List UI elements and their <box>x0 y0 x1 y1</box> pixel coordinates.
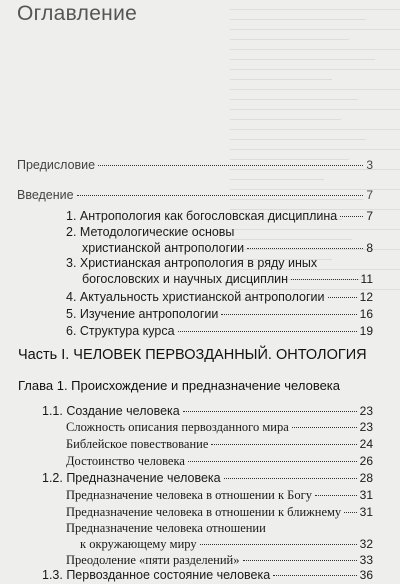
page-number: 7 <box>366 209 373 223</box>
page-number: 31 <box>359 505 373 519</box>
page-number: 8 <box>366 241 373 255</box>
leader-dots <box>315 495 357 496</box>
toc-entry-subsection[interactable] <box>66 420 373 435</box>
leader-dots <box>221 314 356 315</box>
leader-dots <box>292 427 357 428</box>
leader-dots <box>211 444 356 445</box>
toc-entry-subsection[interactable] <box>66 488 373 503</box>
page-number: 7 <box>366 188 373 202</box>
toc-entry-label: Предназначение человека в отношении к ближнему <box>66 505 342 519</box>
toc-entry-label: Достоинство человека <box>66 454 185 468</box>
page-number: 3 <box>366 158 373 172</box>
part-heading[interactable]: Часть I. ЧЕЛОВЕК ПЕРВОЗДАННЫЙ. ОНТОЛОГИЯ <box>18 347 367 363</box>
page-number: 31 <box>359 488 373 502</box>
toc-entry-subsection[interactable] <box>66 454 373 469</box>
leader-dots <box>273 575 356 576</box>
toc-entry-label: 1.1. Создание человека <box>42 404 180 418</box>
page-title: Оглавление <box>17 2 138 25</box>
toc-entry-label: Предназначение человека в отношении к Богу <box>66 488 312 502</box>
toc-entry-preface[interactable] <box>17 158 373 172</box>
toc-entry-intro-3[interactable] <box>66 255 373 287</box>
page-number: 11 <box>360 272 373 286</box>
toc-entry-label-line1: Предназначение человека отношении <box>66 521 266 535</box>
page-number: 16 <box>359 307 373 321</box>
chapter-heading[interactable]: Глава 1. Происхождение и предназначение человека <box>18 378 341 393</box>
page-number: 36 <box>359 568 373 582</box>
leader-dots <box>224 478 357 479</box>
toc-entry-section-1-2[interactable] <box>42 471 373 485</box>
toc-entry-label-line2: христианской антропологии <box>82 241 245 255</box>
page-number: 28 <box>359 471 373 485</box>
toc-entry-label: Предисловие <box>17 158 96 172</box>
page-number: 24 <box>359 437 373 451</box>
toc-entry-intro-2[interactable] <box>66 224 373 256</box>
leader-dots <box>328 297 357 298</box>
toc-entry-label: Преодоление «пяти разделений» <box>66 553 240 567</box>
leader-dots <box>344 512 356 513</box>
leader-dots <box>200 544 357 545</box>
leader-dots <box>247 248 363 249</box>
toc-entry-subsection[interactable] <box>66 437 373 452</box>
toc-entry-intro-4[interactable] <box>66 290 373 304</box>
toc-entry-label: Сложность описания первозданного мира <box>66 420 289 434</box>
toc-entry-label-line1: 2. Методологические основы <box>66 225 235 239</box>
leader-dots <box>340 216 363 217</box>
page-number: 32 <box>359 537 373 551</box>
toc-entry-label: 1.3. Первозданное состояние человека <box>42 568 271 582</box>
toc-entry-label-line1: 3. Христианская антропология в ряду иных <box>66 256 318 270</box>
toc-entry-label: 6. Структура курса <box>66 324 175 338</box>
leader-dots <box>291 279 357 280</box>
page-number: 19 <box>359 324 373 338</box>
toc-entry-label: 1.2. Предназначение человека <box>42 471 221 485</box>
page-number: 26 <box>359 454 373 468</box>
toc-entry-label: 4. Актуальность христианской антропологии <box>66 290 325 304</box>
page-number: 23 <box>359 420 373 434</box>
page-number: 23 <box>359 404 373 418</box>
page-number: 33 <box>359 553 373 567</box>
toc-entry-label: 1. Антропология как богословская дисциплина <box>66 209 338 223</box>
toc-entry-label-line2: богословских и научных дисциплин <box>82 272 289 286</box>
toc-entry-subsection[interactable] <box>66 520 373 552</box>
page-number: 12 <box>359 290 373 304</box>
toc-entry-label-line2: к окружающему миру <box>80 537 197 551</box>
toc-entry-subsection[interactable] <box>66 553 373 568</box>
toc-entry-label: Введение <box>17 188 74 202</box>
leader-dots <box>98 165 363 166</box>
toc-entry-label: 5. Изучение антропологии <box>66 307 219 321</box>
toc-entry-intro-6[interactable] <box>66 324 373 338</box>
toc-entry-subsection[interactable] <box>66 505 373 520</box>
toc-entry-label: Библейское повествование <box>66 437 209 451</box>
leader-dots <box>243 560 357 561</box>
toc-entry-intro-1[interactable] <box>66 209 373 223</box>
leader-dots <box>178 331 357 332</box>
leader-dots <box>77 195 364 196</box>
leader-dots <box>188 461 357 462</box>
toc-entry-intro-5[interactable] <box>66 307 373 321</box>
toc-entry-section-1-3[interactable] <box>42 568 373 582</box>
toc-entry-intro[interactable] <box>17 188 373 202</box>
leader-dots <box>183 411 357 412</box>
toc-entry-section-1-1[interactable] <box>42 404 373 418</box>
